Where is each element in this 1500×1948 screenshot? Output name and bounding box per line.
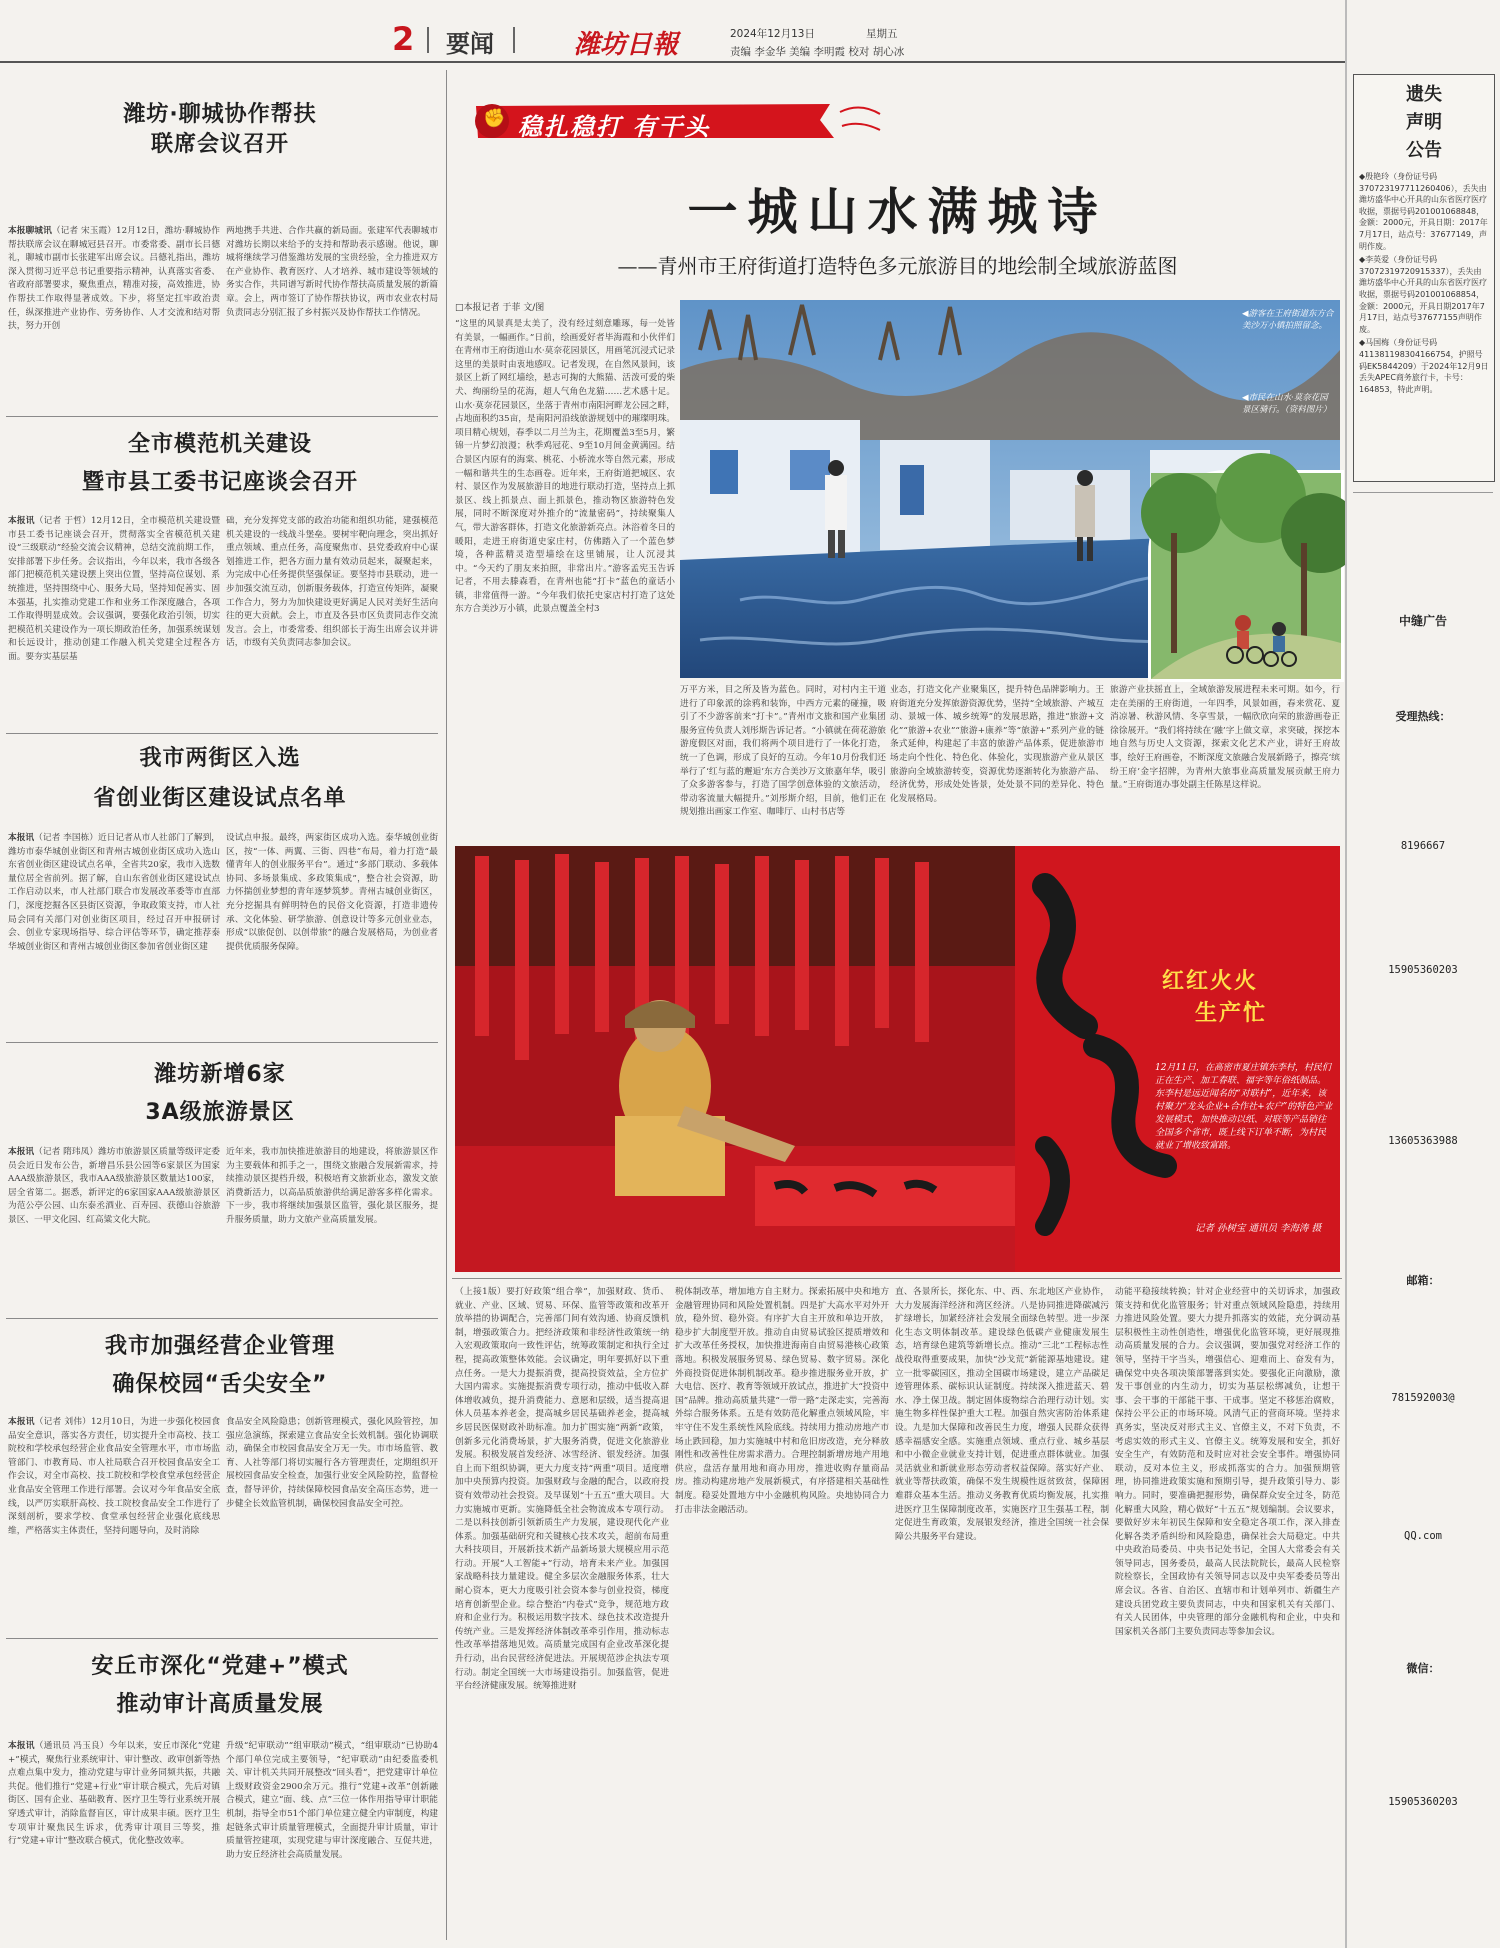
wechat-label: 微信： bbox=[1406, 1662, 1440, 1675]
story-campus-food bbox=[0, 1332, 440, 1400]
wechat-id[interactable]: 15905360203 bbox=[1388, 1796, 1458, 1808]
feature-photo-forest bbox=[1148, 470, 1344, 682]
email-user[interactable]: 781592003@ bbox=[1391, 1392, 1455, 1404]
story-title-line2: 暨市县工委书记座谈会召开 bbox=[81, 470, 358, 495]
story-audit bbox=[0, 1652, 440, 1720]
lower-article-body-1: （上接1版）要打好政策“组合拳”，加强财政、货币、就业、产业、区域、贸易、环保、监管等政策和改革开放举措的协调配合，完善部门间有效沟通、协商反馈机制，增强政策合力。把经济政策和非经济性政策统一纳入宏观政策取向一致性评估，统筹政策制定和执行全过程，提高政策整体效能。会议确定，明年要抓好以下重点任务。一是大力提振消费，提高投资效益，全方位扩大国内需求。实施提振消费专项行动，推动中低收入群体增收减负，提升消费能力、意愿和层级，适当提高退休人员基本养老金，提高城乡居民基础养老金，提高城乡居民医保财政补助标准。加力扩围实施“两新”政策，创新多元化消费场景，扩大服务消费，促进文化旅游业发展。积极发展首发经济、冰雪经济、银发经济。加强自上而下组织协调，更大力度支持“两重”项目。适度增加中央预算内投资。加强财政与金融的配合，以政府投资有效带动社会投资。及早谋划“十五五”重大项目。大力实施城市更新。实施降低全社会物流成本专项行动。二是以科技创新引领新质生产力发展，建设现代化产业体系。加强基础研究和关键核心技术攻关，超前布局重大科技项目，开展新技术新产品新场景大规模应用示范行动。开展“人工智能+”行动，培育未来产业。加强国家战略科技力量建设。健全多层次金融服务体系，壮大耐心资本，更大力度吸引社会资本参与创业投资，梯度培育创新型企业。综合整治“内卷式”竞争，规范地方政府和企业行为。积极运用数字技术、绿色技术改造提升传统产业。三是发挥经济体制改革牵引作用，推动标志性改革举措落地见效。高质量完成国有企业改革深化提升行动，出台民营经济促进法。开展规范涉企执法专项行动。制定全国统一大市场建设指引。加强监管，促进平台经济健康发展。统筹推进财 bbox=[455, 1287, 669, 1692]
story-title-line1: 安丘市深化“党建+”模式 bbox=[91, 1654, 349, 1679]
sidebar-rule-2 bbox=[1353, 492, 1493, 493]
column-separator bbox=[446, 70, 447, 1940]
story-title-line1: 潍坊新增6家 bbox=[154, 1062, 286, 1087]
feature-body-2: 万平方米，目之所及皆为蓝色。同时，对村内主干道进行了印象派的涂鸦和装饰，中西方元素的碰撞，吸引了不少游客前来“打卡”。”青州市文旅和国产业集团服务宣传负责人刘彤斯告诉记者。“小镇就在荷花游旅游度假区对面，我们将两个项目进行了一体化打造，统一了色调，形成了良好的互动。今年10月份我们还举行了‘红与蓝的邂逅’东方合美沙万文旅嘉年华，吸引了众多游客参与，打造了国学创意体验的文旅活动，带动客流量大幅提升。”刘彤斯介绍，目前，他们正在规划推出画家工作室、咖啡厅、山村书店等 bbox=[680, 685, 886, 818]
issue-weekday: 星期五 bbox=[866, 28, 898, 40]
photo2-caption: 12月11日，在高密市夏庄镇东李村，村民们正在生产、加工春联、福字等年俗纸制品。东李村是远近闻名的“对联村”，近年来，该村聚力“龙头企业+合作社+农户”的特色产业发展模式，加快推动以纸、对联等产品销往全国多个省市，既上线下订单不断，为村民就业了增收致富路。 bbox=[1155, 1063, 1333, 1151]
photo-forest-scene bbox=[1151, 473, 1341, 679]
lower-article-body-3: 直、各景所长，探化东、中、西、东北地区产业协作，大力发展海洋经济和湾区经济。八是协同推进降碳减污扩绿增长，加紧经济社会发展全面绿色转型。进一步深化生态文明体制改革。建设绿色低碳产业健康发展生态，培育绿色建筑等新增长点。推动“三北”工程标志性战役取得重要成果，加快“沙戈荒”新能源基地建设。建立一批零碳园区，推动全国碳市场建设，建立产品碳足迹管理体系、碳标识认证制度。持续深入推进蓝天、碧水、净土保卫战。制定固体废物综合治理行动计划。实施生物多样性保护重大工程。加强自然灾害防治体系建设。九是加大保障和改善民生力度，增强人民群众获得感幸福感安全感。实施重点领域、重点行业、城乡基层和中小微企业就业支持计划，促进重点群体就业。加强灵活就业和新就业形态劳动者权益保障。落实好产业、就业等帮扶政策，确保不发生规模性返贫致贫，保障困难群众基本生活。推动义务教育优质均衡发展，扎实推进医疗卫生保障制度改革，实施医疗卫生强基工程，制定促进生育政策，发展银发经济，推进全国统一社会保障公共服务平台建设。 bbox=[895, 1287, 1109, 1542]
story-body-cont: 设试点申报。最终，两家街区成功入选。泰华城创业街区，按“一体、两翼、三街、四巷”布局，着力打造“最懂青年人的创业服务平台”。通过“多部门联动、多载体协同、多场景集成、多政策集成”，整合社会资源，助力怀揣创业梦想的青年逐梦筑梦。青州古城创业街区，充分挖掘具有鲜明特色的民俗文化资源，打造非遗传承、文化体验、研学旅游、创意设计等多元创业业态，形成“以旅促创、以创带旅”的融合发展格局，为创业者提供优质服务保障。 bbox=[226, 833, 438, 952]
story-title-line1: 潍坊·聊城协作帮扶 bbox=[123, 102, 317, 127]
photo2-credit: 记者 孙树宝 通讯员 李海涛 摄 bbox=[1195, 1223, 1322, 1234]
section-divider bbox=[452, 1278, 1342, 1279]
right-sidebar bbox=[1345, 0, 1500, 1948]
feature-title: 一城山水满城诗 bbox=[687, 182, 1108, 241]
story-title-line2: 3A级旅游景区 bbox=[145, 1100, 295, 1125]
page-number: 2 bbox=[392, 20, 415, 58]
story-title-line1: 我市两街区入选 bbox=[139, 746, 301, 771]
story-body: 本报讯（通讯员 冯玉良）今年以来，安丘市深化“党建+”模式，聚焦行业系统审计、审计整改、政审创新等热点难点集中发力，推动党建与审计业务同频共振，共融共促。他们推行“党建+行业”审计联合模式，先后对镇街区、国有企业、基础教育、医疗卫生等行业系统开展穿透式审计，消除监督盲区，审计成果丰硕。医疗卫生专项审计聚焦民生诉求，优秀审计项目三等奖，推行“党建+审计”整改联合模式，优化整改效率。 bbox=[8, 1741, 221, 1847]
phone-number[interactable]: 8196667 bbox=[1400, 840, 1446, 852]
notice-title: 遗失 声明 公告 bbox=[1406, 84, 1442, 161]
masthead-divider-2 bbox=[513, 27, 515, 53]
story-divider bbox=[6, 733, 438, 734]
story-body-cont: 础，充分发挥党支部的政治功能和组织功能，建强模范机关建设的一线战斗堡垒。要树牢靶向理念，突出抓好重点领域、重点任务，高度聚焦市、县党委政府中心谋划推进工作，把各方面力量有效动员起来，凝聚起来，为完成中心任务提供坚强保证。要坚持市县联动，进一步加强交流互动，创新服务载体，打造宣传矩阵，凝聚工作合力，努力为加快建设更好满足人民对美好生活向往的更大贡献。会上，市直及各县市区负责同志作交流发言。会上，市委常委、组织部长于海生出席会议并讲话，市级有关负责同志参加会议。 bbox=[226, 516, 438, 649]
photo2-title-line1: 红红火火 bbox=[1162, 969, 1259, 994]
notice-item: ◆殷艳玲（身份证号码370723197711260406），丢失由潍坊盛华中心开具的山东省医疗医疗收据，票据号码201001068848，金额：2000元，开具日期：2017年7月17日，站点号：37677149，声明作废。 bbox=[1359, 172, 1488, 251]
story-divider bbox=[6, 1042, 438, 1043]
story-body-cont: 近年来，我市加快推进旅游目的地建设，将旅游景区作为主要载体和抓手之一，围绕文旅融合发展新需求，持续推动景区提档升级，积极培育文旅新业态，激发文旅消费新活力，以高品质旅游供给满足游客多样化需求。下一步，我市将继续加强景区监管，强化景区服务，提升服务质量，助力文旅产业高质量发展。 bbox=[226, 1147, 438, 1225]
story-body: 本报聊城讯（记者 宋玉霞）12月12日，潍坊·聊城协作帮扶联席会议在聊城冠县召开。市委常委、副市长吕德礼，聊城市副市长张建军出席会议。吕德礼指出，潍坊深入贯彻习近平总书记重要指示精神，认真落实省委、省政府部署要求，聚焦重点，精准对接，高效推进，协作帮扶工作取得显著成效。下步，将坚定扛牢政治责任，纵深推进产业协作、劳务协作、人才交流和结对帮扶，努力开创 bbox=[8, 226, 220, 332]
email-label: 邮箱： bbox=[1406, 1274, 1440, 1287]
story-divider bbox=[6, 416, 438, 417]
lower-article-body-2: 税体制改革，增加地方自主财力。探索拓展中央和地方金融管理协同和风险处置机制。四是扩大高水平对外开放，稳外贸、稳外资。有序扩大自主开放和单边开放，稳步扩大制度型开放。推动自由贸易试验区提质增效和扩大改革任务授权，加快推进海南自由贸易港核心政策落地。积极发展服务贸易、绿色贸易、数字贸易。深化外商投资促进体制机制改革。稳步推进服务业开放，扩大电信、医疗、教育等领域开放试点，推进扩大“投资中国”品牌。推动高质量共建“一带一路”走深走实，完善海外综合服务体系。五是有效防范化解重点领域风险，牢牢守住不发生系统性风险底线。持续用力推动房地产市场止跌回稳，加力实施城中村和危旧房改造，充分释放刚性和改善性住房需求潜力。合理控制新增房地产用地供应，盘活存量用地和商办用房，推进收购存量商品房。推动构建房地产发展新模式，有序搭建相关基础性制度。稳妥处置地方中小金融机构风险。央地协同合力打击非法金融活动。 bbox=[675, 1287, 889, 1515]
story-body: 本报讯（记者 于哲）12月12日，全市模范机关建设暨市县工委书记座谈会召开，贯彻落实全省模范机关建设“三级联动”经验交流会议精神，总结交流前期工作，安排部署下步任务。会议指出，今年以来，我市各级各部门把模范机关建设摆上突出位置，坚持高位谋划、系统推进，坚持围绕中心、服务大局，坚持知促善实、固本强基，扎实推动党建工作和业务工作深度融合，各项工作取得明显成效。会议强调，要强化政治引领，切实把模范机关建设作为一项长期政治任务，加强系统谋划和长远设计，推动创建工作融入机关党建全过程各方面。要夯实基层基 bbox=[8, 516, 221, 662]
story-body-cont: 两地携手共进、合作共赢的新局面。张建军代表聊城市对潍坊长期以来给予的支持和帮助表示感谢。他说，聊城将继续学习借鉴潍坊发展的宝贵经验，全力推进双方在产业协作、教育医疗、人才培养、城市建设等领域的务实合作，共同谱写新时代协作帮扶高质量发展的新篇章。会上，两市签订了协作帮扶协议，两市农业农村局负责同志分别汇报了乡村振兴及协作帮扶工作情况。 bbox=[226, 226, 438, 318]
feature-body: “这里的风景真是太美了，没有经过刻意雕琢，每一处皆有美景，一幅画作。”日前，绘画爱好者毕海霞和小伙伴们在青州市王府街道山水·莫奈花园景区，用画笔沉浸式记录这里的美景时由衷地感叹。记者发现，在自然风景间，该景区上新了网红墙绘，悬志可掬的大熊猫、活泼可爱的柴犬、绚丽纷呈的花海，超人气角色龙猫……艺术感十足。山水·莫奈花园景区，坐落于青州市南阳河畔龙公园之畔，占地面积约35亩，是南阳河沿线旅游规划中的璀璨明珠。项目精心规划，春季以二月兰为主，花期覆盖3至5月，繁锦一片梦幻浪漫；秋季鸡冠花、9至10月间金黄满园。结合景区内原有的海棠、桃花、小桥流水等自然元素，形成一幅和谐共生的生态画卷。近年来，王府街道把城区、农村、景区作为发展旅游目的地进行联动打造，坚持点上抓景区、线上抓景点、面上抓景色，推动物区旅游特色发展，同时不断深度对外推介的“流量密码”，持续聚集人气，带大游客群体，打造文化旅游新亮点。沐浴着冬日的暖阳，走进王府街道史家庄村，仿佛踏入了一个蓝色梦境，各种蓝精灵造型墙绘在这里铺展，让人沉浸其中。“今天约了朋友来拍照，非常出片。”游客孟宪玉告诉记者，不用去滕森看，在青州也能“打卡”蓝色的童话小镇，非常值得一游。“今年我们依托史家店村打造了这处东方合美沙万小镇，此景点覆盖全村3 bbox=[455, 319, 675, 615]
notice-item: ◆李英爱（身份证号码37072319720915337），丢失由潍坊盛华中心开具的山东省医疗医疗收据，票据号码201001068854，金额：2000元，开具日期2017年7月17日，站点号37677155声明作废。 bbox=[1359, 255, 1487, 334]
fist-icon: ✊ bbox=[483, 108, 506, 129]
banner-text: 稳扎稳打 有干头 bbox=[518, 112, 711, 141]
story-divider bbox=[6, 1318, 438, 1319]
story-body-cont: 升级“纪审联动”“组审联动”模式，“组审联动”已协助4个部门单位完成主要领导，“纪审联动”由纪委监委机关、审计机关共同开展整改“回头看”，把党建审计单位上级财政资金2900余万元。推行“党建+改革”创新融合模式，建立“面、线、点”三位一体作用指导审计职能机制，指导全市51个部门单位建立健全内审制度，构建起链条式审计质量管理模式，全面提升审计质量，审计质量管控建项，实现党建与审计深度融合、互促共进，助力安丘经济社会高质量发展。 bbox=[226, 1741, 438, 1860]
hotline-label: 受理热线： bbox=[1395, 710, 1451, 723]
email-domain[interactable]: QQ.com bbox=[1404, 1530, 1442, 1542]
masthead bbox=[0, 0, 1345, 62]
masthead-divider bbox=[427, 27, 429, 53]
photo-caption-a: ◀游客在王府街道东方合美沙万小镇拍照留念。 bbox=[1242, 309, 1334, 331]
photo-couplets-scene bbox=[455, 846, 1340, 1272]
story-divider bbox=[6, 1638, 438, 1639]
story-cooperation bbox=[0, 100, 440, 160]
feature-body-3: 业态，打造文化产业聚集区，提升特色品牌影响力。王府街道充分发挥旅游资源优势，坚持“全域旅游、产城互动、景城一体、城乡统筹”的发展思路，推进“旅游+文化”“旅游+农业”“旅游+康养”等“旅游+”系列产业的链条式延伸，构建起了丰富的旅游产品体系，促进旅游市场走向个性化、特色化、体验化，实现旅游产业从景区旅游向全域旅游转变，资源优势逐渐转化为旅游产品、经济优势，形成处处皆景，处处景不同的差异化、特色化发展格局。 bbox=[890, 685, 1104, 804]
feature-photo-lane bbox=[680, 300, 1340, 678]
story-body-cont: 食品安全风险隐患；创新管理模式，强化风险管控，加强应急演练，探索建立食品安全长效机制。强化协调联动，确保全市校园食品安全万无一失。市市场监管、教育、人社等部门将切实履行各方管理责任，定期组织开展校园食品安全检查，加强行业安全风险防控，监督检查，督导评价，持续保障校园食品安全高压态势，进一步健全长效监管机制，确保校园食品安全可控。 bbox=[226, 1417, 438, 1509]
story-model-agency bbox=[0, 430, 440, 498]
story-title-line1: 我市加强经营企业管理 bbox=[104, 1334, 335, 1359]
photo-couplets bbox=[455, 846, 1340, 1272]
story-scenic-spots bbox=[0, 1060, 440, 1128]
ad-title: 中缝广告 bbox=[1398, 614, 1447, 628]
editor-credits: 责编 李金华 美编 李明霞 校对 胡心冰 bbox=[730, 46, 905, 58]
story-body: 本报讯（记者 刘伟）12月10日，为进一步强化校园食品安全意识，落实各方责任，切实提升全市高校、技工院校和学校承包经营企业食品安全管理水平，市市场监管部门、市教育局、市人社局联合召开校园食品安全工作会议，对全市高校、技工院校和学校食堂承包经营企业食品安全管理工作进行部署。会议对今年食品安全底线，以严厉实联肝高校、技工院校食品安全工作进行了深刻剖析，要求学校、食堂承包经营企业强化底线思维，严格落实主体责任，坚持问题导向，及时消除 bbox=[8, 1417, 221, 1536]
story-body: 本报讯（记者 隋玮凤）潍坊市旅游景区质量等级评定委员会近日发布公告，新增昌乐县公园等6家景区为国家AAA级旅游景区，我市AAA级旅游景区数量达100家，居全省第二。据悉，新评定的6家国家AAA级旅游景区为范公亭公园、山东泰丞酒业、百寿园、获德山谷旅游景区、一甲文化园、红高粱文化大院。 bbox=[8, 1147, 220, 1225]
section-name: 要闻 bbox=[446, 30, 494, 58]
issue-date: 2024年12月13日 bbox=[730, 28, 815, 40]
sidebar-rule bbox=[1345, 0, 1347, 1948]
notice-item: ◆马国梅（身份证号码411381198304166754，护照号码EK5844209）于2024年12月9日丢失APEC商务旅行卡，卡号：164853，特此声明。 bbox=[1359, 338, 1489, 394]
masthead-rule bbox=[0, 61, 1345, 63]
feature-subtitle: ——青州市王府街道打造特色多元旅游目的地绘制全域旅游蓝图 bbox=[617, 254, 1178, 278]
story-title-line2: 推动审计高质量发展 bbox=[116, 1692, 324, 1717]
story-title-line2: 联席会议召开 bbox=[150, 132, 289, 157]
story-startup-districts bbox=[0, 744, 440, 814]
story-title-line2: 确保校园“舌尖安全” bbox=[112, 1372, 328, 1397]
photo2-title-line2: 生产忙 bbox=[1195, 1001, 1268, 1026]
phone-number[interactable]: 13605363988 bbox=[1388, 1135, 1458, 1147]
feature-body-4: 旅游产业扶摇直上，全域旅游发展进程未来可期。如今，行走在美丽的王府街道，一年四季，风景如画，春来赏花、夏消凉暑、秋游风情、冬享雪景，一幅欣欣向荣的旅游画卷正徐徐展开。“我们将持续在‘融’字上做文章，求突破，探挖本地自然与历史人文资源，探索文化艺术产业，讲好王府故事，绘好王府画卷，不断深度文旅融合发展新路子，擦亮‘缤纷王府’金字招牌，为青州大旅事业高质量发展贡献王府力量。”王府街道办事处副主任陈星这样说。 bbox=[1110, 685, 1340, 791]
story-title-line2: 省创业街区建设试点名单 bbox=[93, 786, 347, 811]
notice-box bbox=[1353, 74, 1495, 482]
feature-banner bbox=[470, 100, 900, 142]
photo-caption-b: ◀市民在山水·莫奈花园景区骑行。（资料图片） bbox=[1242, 393, 1332, 415]
story-title-line1: 全市模范机关建设 bbox=[127, 432, 312, 457]
feature-byline: □本报记者 于菲 文/图 bbox=[455, 303, 545, 313]
story-body: 本报讯（记者 李国栋）近日记者从市人社部门了解到，潍坊市泰华城创业街区和青州古城创业街区成功入选山东省创业街区建设试点名单，全省共20家，我市入选数量位居全省前列。据了解，自山东省创业街区建设试点工作启动以来，市人社部门联合市发展改革委等市直部门，深度挖掘各区县街区资源，争取政策支持，市人社局会同有关部门对创业街区项目，经过召开申报研讨会、创业专家现场指导、综合评估等环节，确定推荐泰华城创业街区和青州古城创业街区参加省创业街区建 bbox=[8, 833, 220, 952]
phone-number[interactable]: 15905360203 bbox=[1388, 964, 1458, 976]
newspaper-logo: 潍坊日報 bbox=[574, 30, 679, 60]
lower-article-body-4: 动能平稳接续转换；针对企业经营中的关切诉求，加强政策支持和优化监管服务；针对重点领域风险隐患，持续用力推进风险处置。要大力提升抓落实的效能，充分调动基层积极性主动性创造性，增强优化监管环境，更好展现推动高质量发展的合力。会议强调，要加强党对经济工作的领导，坚持干字当头，增强信心、迎难而上、奋发有为，确保党中央各项决策部署落到实处。要强化正向激励，激发干事创业的内生动力，切实为基层松绑减负，让想干事、会干事的干部能干事、干成事。坚定不移惩治腐败，保持公平公正的市场环境。风清气正的营商环境。坚持求真务实，坚决反对形式主义、官僚主义，不对下负责，不考虑实效的形式主义、官僚主义。统筹发展和安全，抓好安全生产，有效防范和及时应对社会安全事件。增强协同联动，反对本位主义，形成抓落实的合力。加强预期管理，协同推进政策实施和预期引导，提升政策引导力、影响力。同时，要准确把握形势，确保群众安全过冬，防范化解重大风险，精心做好“十五五”规划编制。会议要求，要做好岁末年初民生保障和安全稳定各项工作，深入排查化解各类矛盾纠纷和风险隐患，确保社会大局稳定。中共中央政治局委员、中央书记处书记，全国人大常委会有关领导同志，国务委员，最高人民法院院长，最高人民检察院检察长，全国政协有关领导同志以及中央军委委员等出席会议。各省、自治区、直辖市和计划单列市、新疆生产建设兵团党政主要负责同志，中央和国家机关有关部门、有关人民团体，中央管理的部分金融机构和企业，中央和国家机关各部门主要负责同志等参加会议。 bbox=[1115, 1287, 1340, 1637]
left-column bbox=[0, 70, 440, 1948]
